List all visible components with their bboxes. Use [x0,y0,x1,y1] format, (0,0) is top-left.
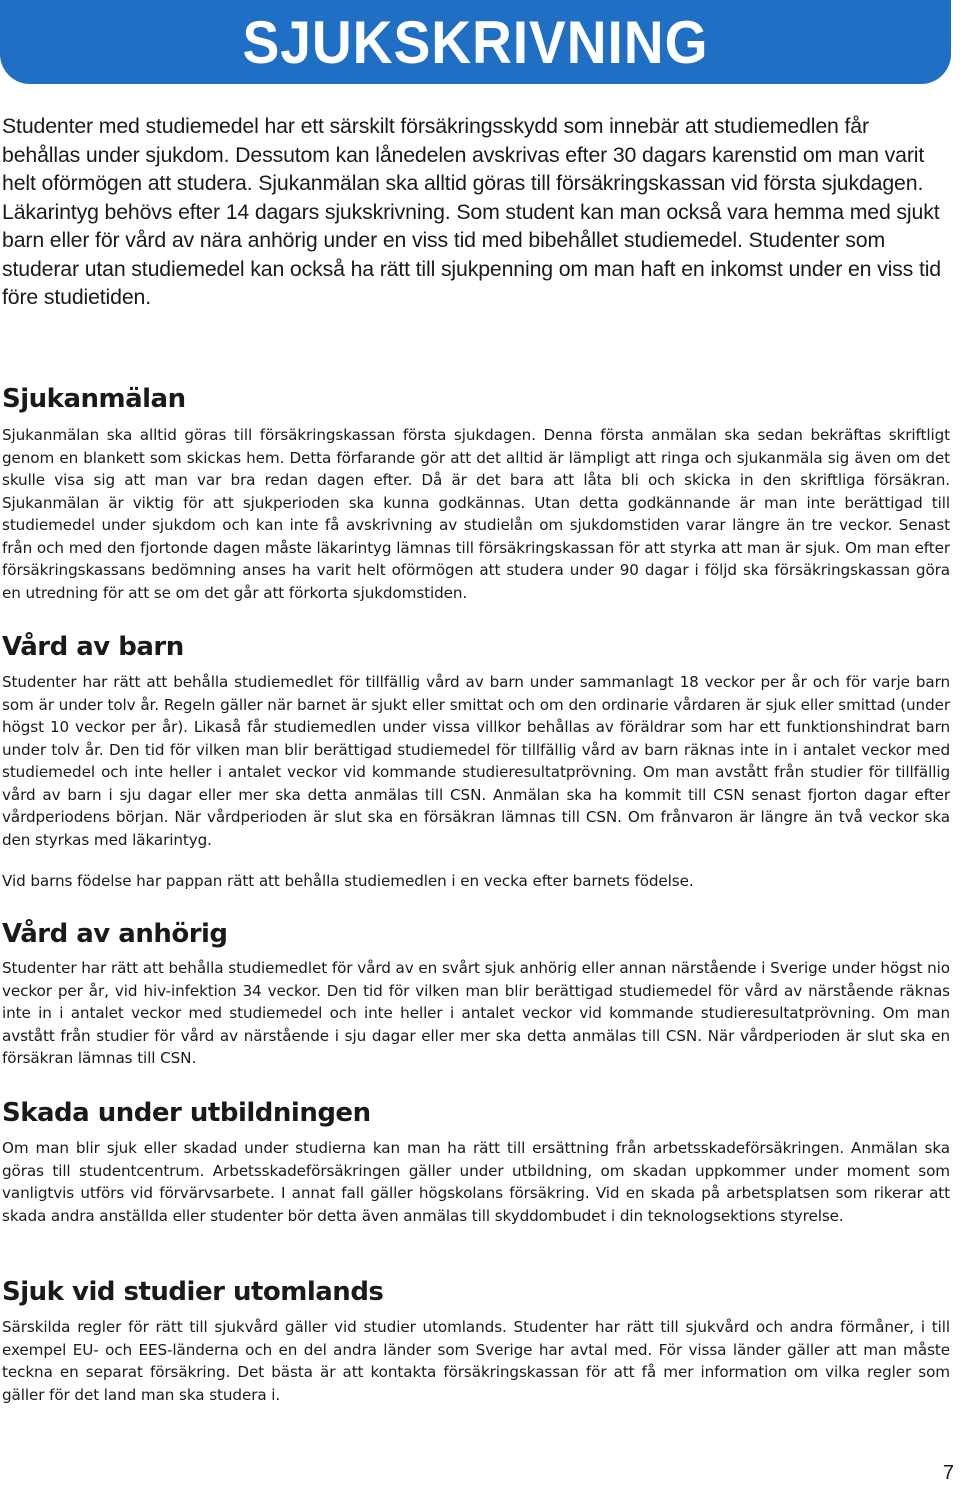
page-number: 7 [942,1462,954,1484]
page-title: SJUKSKRIVNING [242,9,709,76]
section-body-vard-av-barn: Studenter har rätt att behålla studiemedlet för tillfällig vård av barn under sammanlagt 18 veckor per år och för varje barn som är under tolv år. Regeln gäller när barnet är sjukt eller smittat och om den ordinarie vårdaren är sjuk eller smittad (under högst 10 veckor per år). Likaså får studiemedlen under vissa villkor behållas av föräldrar som har ett funktionshindrat barn under tolv år. Den tid för vilken man blir berättigad studiemedel för tillfällig vård av barn räknas inte in i antalet veckor med studiemedel och inte heller i antalet veckor vid kommande studieresultatprövning. Om man avstått från studier för tillfällig vård av barn i sju dagar eller mer ska detta anmälas till CSN. Anmälan ska ha kommit till CSN senast fjorton dagar efter vårdperiodens början. När vårdperioden är slut ska en försäkran lämnas till CSN. Om frånvaron är längre än två veckor ska den styrkas med läkarintyg. [2,673,950,849]
section-body-vard-av-anhorig: Studenter har rätt att behålla studiemedlet för vård av en svårt sjuk anhörig eller annan närstående i Sverige under högst nio veckor per år, vid hiv-infektion 34 veckor. Den tid för vilken man blir berättigad studiemedel för vård av närstående räknas inte in i antalet veckor med studiemedel och inte heller i antalet veckor vid kommande studieresultatprövning. Om man avstått från studier för vård av närstående i sju dagar eller mer ska detta anmälas till CSN. När vårdperioden är slut ska en försäkran lämnas till CSN. [2,959,950,1067]
section-body-utomlands: Särskilda regler för rätt till sjukvård gäller vid studier utomlands. Studenter har rätt till sjukvård och andra förmåner, i till exempel EU- och EES-länderna och en del andra länder som Sverige har avtal med. För vissa länder gäller att man måste teckna en separat försäkring. Det bästa är att kontakta försäkringskassan för att få mer information om vilka regler som gäller för det land man ska studera i. [2,1318,950,1404]
section-body-vard-av-barn-2: Vid barns födelse har pappan rätt att behålla studiemedlen i en vecka efter barnets födelse. [2,872,694,890]
intro-paragraph: Studenter med studiemedel har ett särskilt försäkringsskydd som innebär att studiemedlen får behållas under sjukdom. Dessutom kan lånedelen avskrivas efter 30 dagars karenstid om man varit helt oförmögen att studera. Sjukanmälan ska alltid göras till försäkringskassan vid första sjukdagen. Läkarintyg behövs efter 14 dagars sjukskrivning. Som student kan man också vara hemma med sjukt barn eller för vård av nära anhörig under en viss tid med bibehållet studiemedel. Studenter som studerar utan studiemedel kan också ha rätt till sjukpenning om man haft en inkomst under en viss tid före studietiden. [2,114,941,309]
section-heading-sjukanmalan: Sjukanmälan [2,384,186,414]
section-body-skada: Om man blir sjuk eller skadad under studierna kan man ha rätt till ersättning från arbetsskadeförsäkringen. Anmälan ska göras till studentcentrum. Arbetsskadeförsäkringen gäller under utbildning, om skadan uppkommer under moment som vanligtvis utförs vid förvärvsarbete. I annat fall gäller högskolans försäkring. Vid en skada på arbetsplatsen som rikerar att skada andra anställda eller studenter bör detta även anmälas till skyddombudet i din teknologsektions styrelse. [2,1139,950,1225]
section-heading-vard-av-anhorig: Vård av anhörig [2,919,228,949]
section-heading-utomlands: Sjuk vid studier utomlands [2,1277,384,1307]
section-body-sjukanmalan: Sjukanmälan ska alltid göras till försäkringskassan första sjukdagen. Denna första anmälan ska sedan bekräftas skriftligt genom en blankett som skickas hem. Detta förfarande gör att det alltid är lämpligt att ringa och sjukanmäla sig även om det skulle visa sig att man var bra redan dagen efter. Då är det bara att låta bli och skicka in den skriftliga försäkran. Sjukanmälan är viktig för att sjukperioden ska kunna godkännas. Utan detta godkännande är man inte berättigad till studiemedel under sjukdom och kan inte få avskrivning av studielån om sjukdomstiden varar längre än tre veckor. Senast från och med den fjortonde dagen måste läkarintyg lämnas till försäkringskassan för att styrka att man är sjuk. Om man efter försäkringskassans bedömning anses ha varit helt oförmögen att studera under 90 dagar i följd ska försäkringskassan göra en utredning för att se om det går att förkorta sjukdomstiden. [2,426,950,602]
section-heading-skada: Skada under utbildningen [2,1098,371,1128]
title-banner [0,0,951,84]
section-heading-vard-av-barn: Vård av barn [2,632,184,662]
